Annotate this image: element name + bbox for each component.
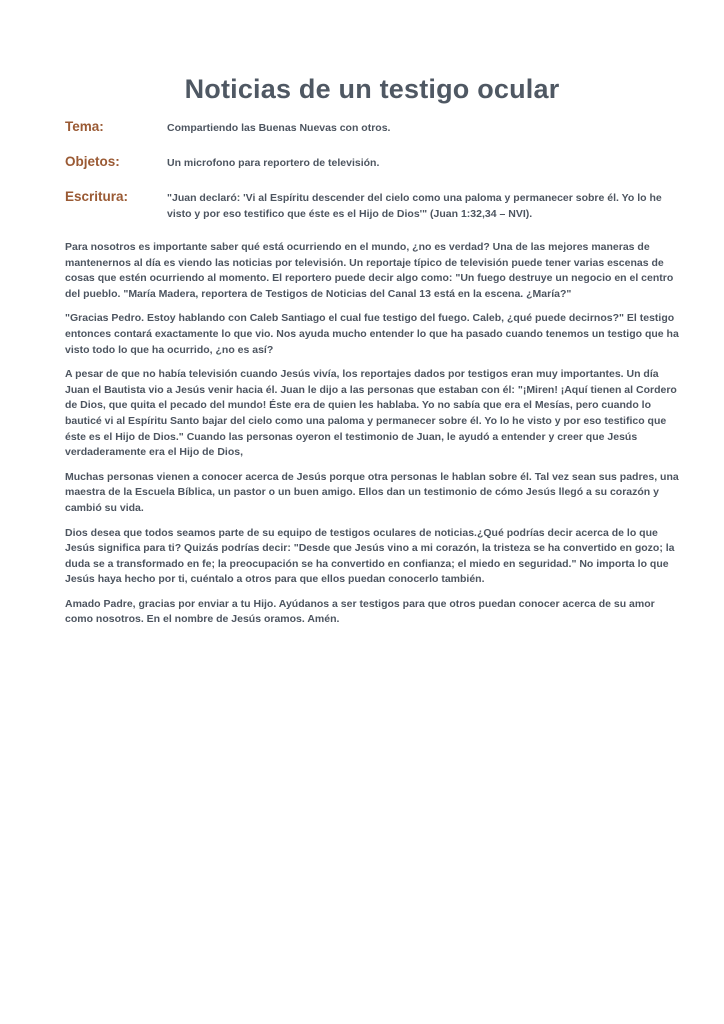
meta-value-objetos: Un microfono para reportero de televisión. — [167, 157, 380, 169]
paragraph-team: Dios desea que todos seamos parte de su equipo de testigos oculares de noticias.¿Qué podrías decir acerca de lo que Jesús significa para ti? Quizás podrías decir: "Desde que Jesús vino a mi corazón, la tristeza se ha convertido en gozo; la duda se a transformado en fe; la preocupación se ha convertido en confianza; el miedo en seguridad." No importa lo que Jesús haya hecho por ti, cuéntalo a otros para que ellos puedan conocerlo también. — [65, 526, 675, 586]
meta-label-objetos: Objetos: — [65, 154, 120, 169]
meta-label-escritura: Escritura: — [65, 189, 129, 204]
page-title: Noticias de un testigo ocular — [184, 74, 560, 104]
body-text — [65, 240, 683, 637]
paragraph-intro: Para nosotros es importante saber qué está ocurriendo en el mundo, ¿no es verdad? Una de las mejores maneras de mantenernos al día es viendo las noticias por televisión. Un reportaje típico de televisión puede tener varias escenas de cosas que estén ocurriendo al momento. El reportero puede decir algo como: "Un fuego destruye un negocio en el centro del pueblo. "María Madera, reportera de Testigos de Noticias del Canal 13 está en la escena. ¿María?" — [65, 241, 674, 300]
meta-value-tema: Compartiendo las Buenas Nuevas con otros. — [167, 122, 391, 134]
paragraph-john: A pesar de que no había televisión cuando Jesús vivía, los reportajes dados por testigos eran muy importantes. Un día Juan el Bautista vio a Jesús venir hacia él. Juan le dijo a las personas que estaban con él: "¡Miren! ¡Aquí tienen al Cordero de Dios, que quita el pecado del mundo! Éste era de quien les hablaba. Yo no sabía que era el Mesías, pero cuando lo bauticé vi al Espíritu Santo bajar del cielo como una paloma y permanecer sobre él. Yo lo he visto y por eso testifico que éste es el Hijo de Dios." Cuando las personas oyeron el testimonio de Juan, le ayudó a entender y creer que Jesús verdaderamente era el Hijo de Dios, — [65, 368, 677, 459]
meta-label-tema: Tema: — [65, 119, 104, 134]
paragraph-witness: "Gracias Pedro. Estoy hablando con Caleb Santiago el cual fue testigo del fuego. Caleb, ¿qué puede decirnos?" El testigo entonces contará exactamente lo que vio. Nos ayuda mucho entender lo que ha pasado cuando tenemos un testigo que ha visto todo lo que ha ocurrido, ¿no es así? — [65, 312, 679, 356]
meta-value-escritura: "Juan declaró: 'Vi al Espíritu descender del cielo como una paloma y permanecer sobre él. Yo lo he visto y por eso testifico que éste es el Hijo de Dios'" (Juan 1:32,34 – NVI). — [167, 192, 662, 220]
paragraph-prayer: Amado Padre, gracias por enviar a tu Hijo. Ayúdanos a ser testigos para que otros puedan conocer acerca de su amor como nosotros. En el nombre de Jesús oramos. Amén. — [65, 597, 655, 626]
paragraph-people: Muchas personas vienen a conocer acerca de Jesús porque otra personas le hablan sobre él. Tal vez sean sus padres, una maestra de la Escuela Bíblica, un pastor o un buen amigo. Ellos dan un testimonio de cómo Jesús llegó a su corazón y cambió su vida. — [65, 470, 679, 514]
